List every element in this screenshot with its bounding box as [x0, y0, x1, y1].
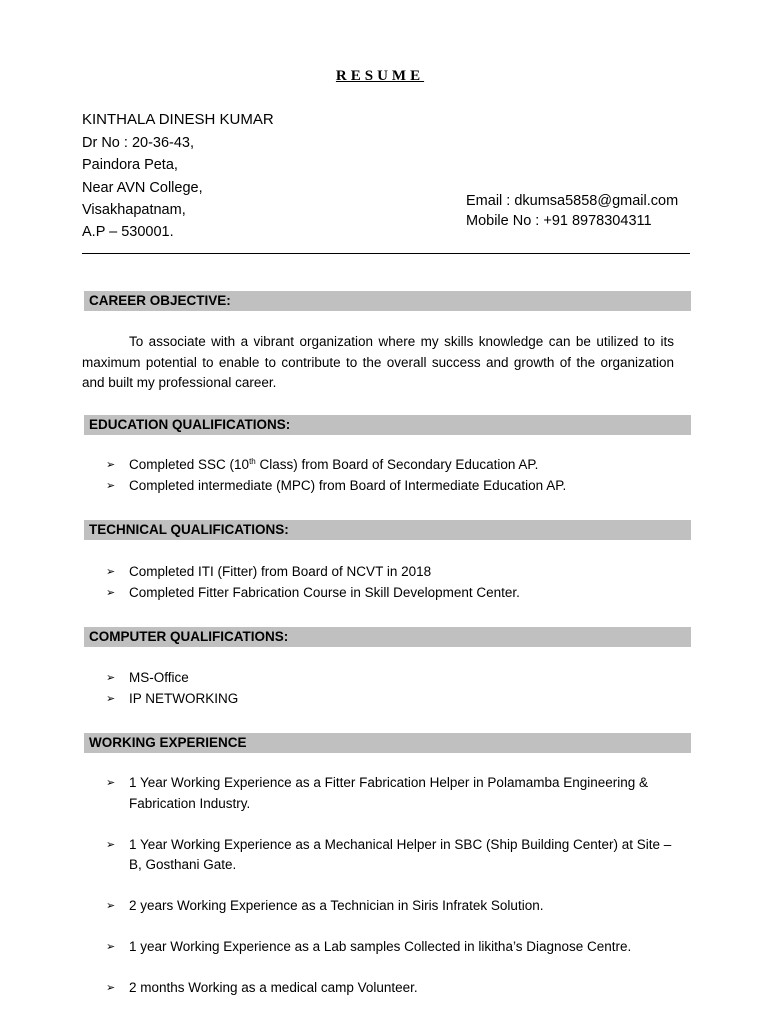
list-item — [106, 583, 676, 604]
list-item-text: Completed intermediate (MPC) from Board of Intermediate Education AP. — [129, 477, 567, 493]
address-line: Paindora Peta, — [82, 157, 178, 174]
experience-list — [106, 773, 676, 1019]
list-item-text: Completed ITI (Fitter) from Board of NCVT in 2018 — [129, 564, 432, 579]
arrow-bullet-icon: ➢ — [106, 672, 116, 684]
arrow-bullet-icon: ➢ — [106, 941, 116, 953]
arrow-bullet-icon: ➢ — [106, 838, 116, 851]
education-list — [106, 455, 676, 496]
list-item-text: 1 year Working Experience as a Lab samples Collected in likitha’s Diagnose Centre. — [129, 939, 632, 954]
list-item — [106, 773, 676, 814]
list-item-text: 1 Year Working Experience as a Mechanical Helper in SBC (Ship Building Center) at Site – B, Gosthani Gate. — [129, 836, 672, 872]
arrow-bullet-icon: ➢ — [106, 566, 116, 578]
address-line: Dr No : 20-36-43, — [82, 135, 195, 151]
education-heading: EDUCATION QUALIFICATIONS: — [84, 415, 691, 435]
computer-list — [106, 668, 676, 709]
career-objective-text: To associate with a vibrant organization where my skills knowledge can be utilized to its maximum potential to enable to contribute to the overall success and growth of the organization and built my professional career. — [82, 334, 674, 390]
resume-title: RESUME — [335, 68, 425, 84]
mobile-text: Mobile No : +91 8978304311 — [466, 213, 652, 229]
address-line: A.P – 530001. — [82, 224, 174, 241]
address-line: Visakhapatnam, — [82, 201, 186, 218]
list-item-text: 1 Year Working Experience as a Fitter Fabrication Helper in Polamamba Engineering & Fabrication Industry. — [129, 775, 649, 811]
arrow-bullet-icon: ➢ — [106, 692, 116, 705]
list-item — [106, 978, 676, 999]
list-item-text: IP NETWORKING — [129, 690, 239, 706]
address-line: Near AVN College, — [82, 179, 203, 196]
list-item-text: 2 years Working Experience as a Technician in Siris Infratek Solution. — [129, 898, 544, 913]
email-text: Email : dkumsa5858@gmail.com — [466, 193, 679, 209]
arrow-bullet-icon: ➢ — [106, 459, 116, 471]
list-item-text: MS-Office — [129, 670, 189, 685]
list-item — [106, 476, 676, 497]
arrow-bullet-icon: ➢ — [106, 982, 116, 994]
list-item — [106, 668, 676, 689]
list-item-text: Completed Fitter Fabrication Course in Skill Development Center. — [129, 584, 520, 600]
arrow-bullet-icon: ➢ — [106, 777, 116, 789]
contact-block — [466, 191, 678, 231]
experience-heading: WORKING EXPERIENCE — [84, 733, 691, 753]
technical-list — [106, 562, 676, 603]
list-item — [106, 689, 676, 710]
header-divider — [82, 253, 690, 254]
list-item — [106, 835, 676, 876]
arrow-bullet-icon: ➢ — [106, 900, 116, 912]
computer-heading: COMPUTER QUALIFICATIONS: — [84, 627, 691, 647]
list-item — [106, 562, 676, 583]
list-item — [106, 896, 676, 917]
arrow-bullet-icon: ➢ — [106, 479, 116, 492]
technical-heading: TECHNICAL QUALIFICATIONS: — [84, 520, 691, 540]
applicant-name: KINTHALA DINESH KUMAR — [82, 111, 274, 128]
list-item — [106, 455, 676, 476]
career-objective-heading: CAREER OBJECTIVE: — [84, 291, 691, 311]
ssc-text: Completed SSC (10th Class) from Board of Secondary Education AP. — [129, 457, 539, 472]
list-item — [106, 937, 676, 958]
address-block — [82, 132, 203, 243]
list-item-text: 2 months Working as a medical camp Volunteer. — [129, 980, 418, 995]
arrow-bullet-icon: ➢ — [106, 586, 116, 599]
